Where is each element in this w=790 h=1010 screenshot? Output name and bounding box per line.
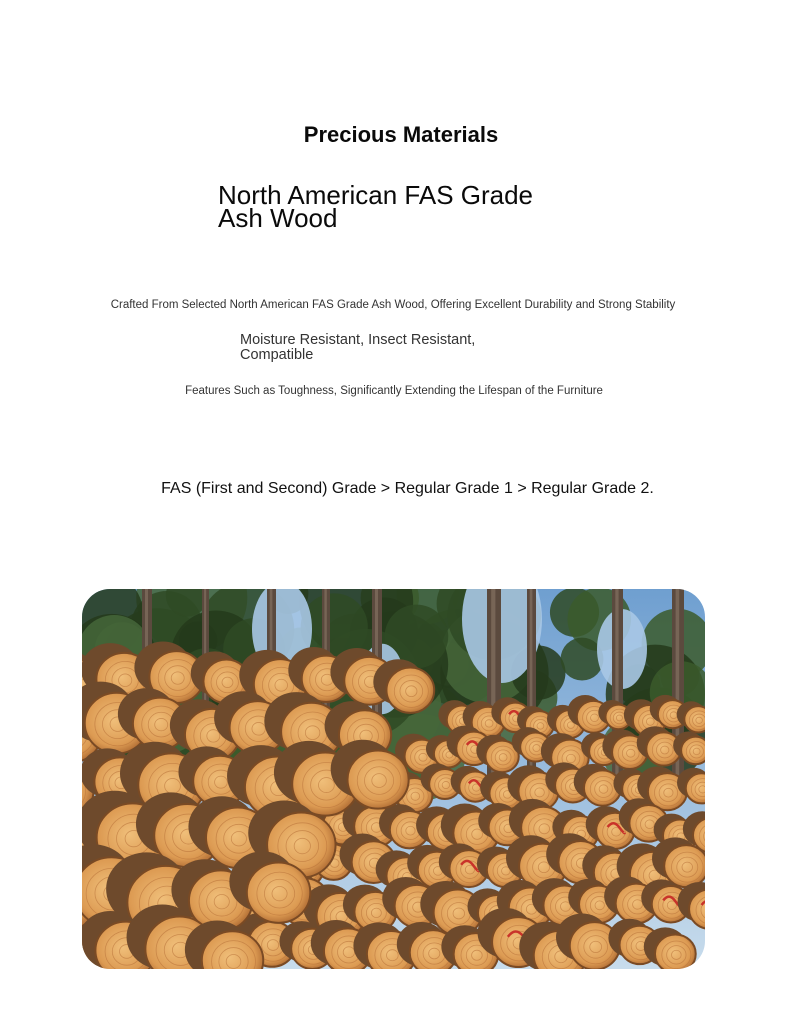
material-description: Crafted From Selected North American FAS Grade Ash Wood, Offering Excellent Durability and Strong Stability <box>110 299 676 311</box>
log-face <box>386 668 434 713</box>
foliage-blob <box>561 638 604 681</box>
material-headline <box>218 180 578 233</box>
headline-text: North American FAS Grade Ash Wood <box>218 180 534 233</box>
log-pile-photo <box>82 589 705 969</box>
log-face <box>347 750 408 808</box>
log-pile-illustration <box>82 589 705 969</box>
log-face <box>247 862 311 922</box>
section-title: Precious Materials <box>303 122 499 147</box>
material-properties: Moisture Resistant, Insect Resistant, Compatible <box>240 332 476 363</box>
log-face <box>664 845 705 887</box>
material-features: Features Such as Toughness, Significantly Extending the Lifespan of the Furniture <box>185 385 603 397</box>
grade-ranking: FAS (First and Second) Grade > Regular Grade 1 > Regular Grade 2. <box>161 480 654 497</box>
